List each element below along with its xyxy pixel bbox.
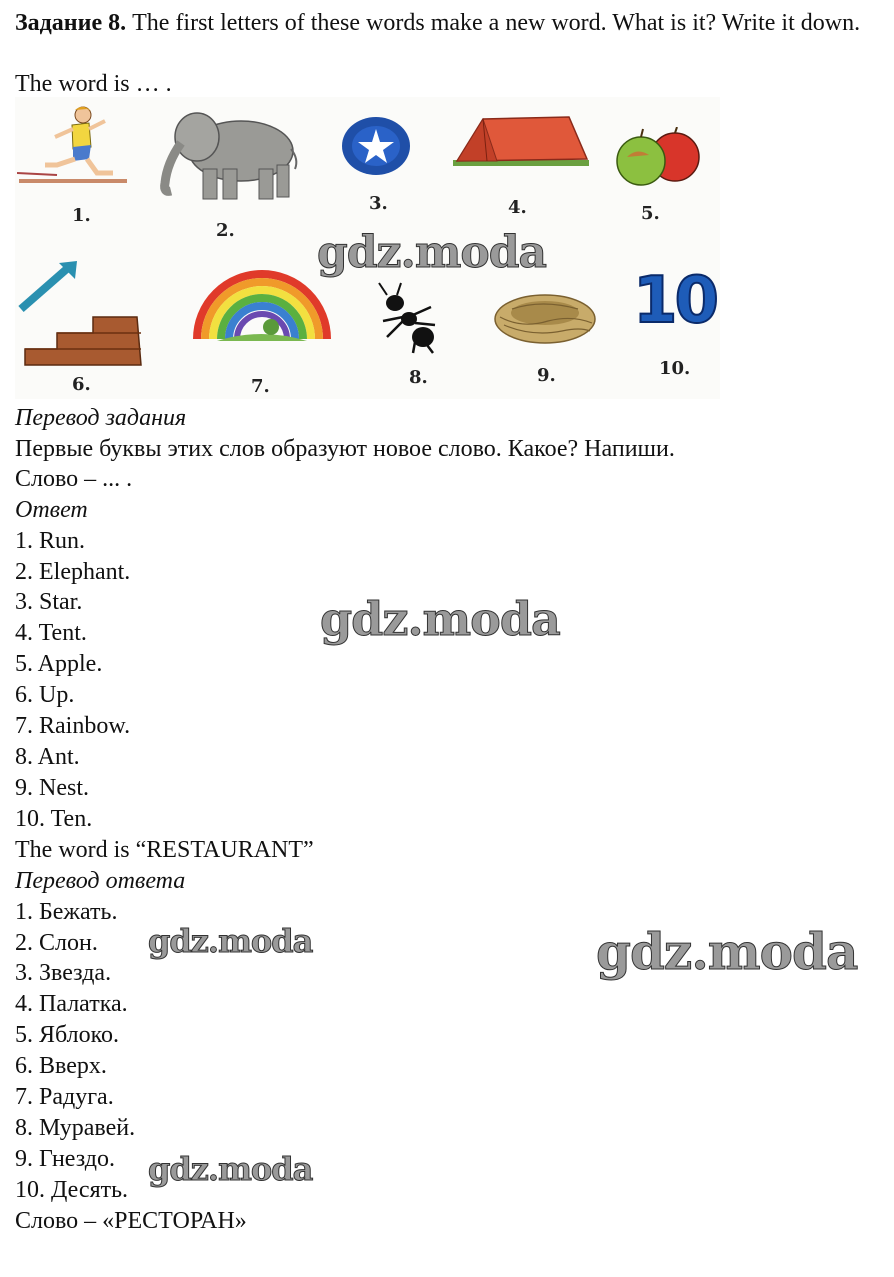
answer-item: 9. Nest. xyxy=(15,775,89,801)
task-prompt: The word is … . xyxy=(15,71,172,97)
answer-translation-item: 10. Десять. xyxy=(15,1177,129,1203)
picture-number: 4. xyxy=(508,197,527,218)
answer-translation-result: Слово – «РЕСТОРАН» xyxy=(15,1208,247,1234)
task-label: Задание 8. xyxy=(15,10,127,36)
answer-translation-item: 6. Вверх. xyxy=(15,1053,107,1079)
watermark: gdz.moda xyxy=(596,922,858,981)
tent-icon xyxy=(451,111,591,169)
picture-number: 1. xyxy=(72,205,91,226)
task-heading xyxy=(15,8,890,38)
answer-item: 3. Star. xyxy=(15,589,83,615)
watermark: gdz.moda xyxy=(148,922,313,960)
picture-panel xyxy=(15,97,720,399)
answer-heading: Ответ xyxy=(15,497,88,523)
answer-item: 2. Elephant. xyxy=(15,559,131,585)
elephant-icon xyxy=(153,103,301,203)
answer-translation-item: 1. Бежать. xyxy=(15,899,118,925)
answer-translation-item: 2. Слон. xyxy=(15,930,98,956)
ant-icon xyxy=(373,281,441,355)
watermark: gdz.moda xyxy=(317,227,547,278)
picture-number: 5. xyxy=(641,203,660,224)
answer-item: 1. Run. xyxy=(15,528,86,554)
watermark: gdz.moda xyxy=(320,592,560,646)
star-icon xyxy=(340,115,412,177)
rainbow-icon xyxy=(191,257,333,343)
picture-number: 7. xyxy=(251,376,270,397)
picture-number: 9. xyxy=(537,365,556,386)
answer-translation-item: 8. Муравей. xyxy=(15,1115,136,1141)
number-ten-icon: 10 xyxy=(633,264,717,338)
stairs-up-arrow-icon xyxy=(17,259,145,369)
watermark: gdz.moda xyxy=(148,1150,313,1188)
translation-text: Первые буквы этих слов образуют новое слово. Какое? Напиши. xyxy=(15,436,675,462)
picture-number: 3. xyxy=(369,193,388,214)
answer-item: 10. Ten. xyxy=(15,806,93,832)
answer-translation-heading: Перевод ответа xyxy=(15,868,186,894)
task-text: The first letters of these words make a new word. What is it? Write it down. xyxy=(132,10,861,36)
answer-item: 5. Apple. xyxy=(15,651,103,677)
running-boy-icon xyxy=(17,103,129,185)
picture-number: 8. xyxy=(409,367,428,388)
answer-item: 8. Ant. xyxy=(15,744,80,770)
picture-number: 2. xyxy=(216,220,235,241)
picture-number: 6. xyxy=(72,374,91,395)
answer-translation-item: 9. Гнездо. xyxy=(15,1146,116,1172)
answer-item: 7. Rainbow. xyxy=(15,713,131,739)
answer-item: 4. Tent. xyxy=(15,620,87,646)
answer-translation-item: 3. Звезда. xyxy=(15,960,112,986)
answer-translation-item: 5. Яблоко. xyxy=(15,1022,120,1048)
answer-translation-item: 7. Радуга. xyxy=(15,1084,114,1110)
picture-number: 10. xyxy=(659,358,691,379)
translation-prompt: Слово – ... . xyxy=(15,466,133,492)
answer-item: 6. Up. xyxy=(15,682,75,708)
answer-result: The word is “RESTAURANT” xyxy=(15,837,314,863)
answer-translation-item: 4. Палатка. xyxy=(15,991,128,1017)
translation-heading: Перевод задания xyxy=(15,405,187,431)
nest-icon xyxy=(492,289,598,345)
apples-icon xyxy=(613,127,705,187)
